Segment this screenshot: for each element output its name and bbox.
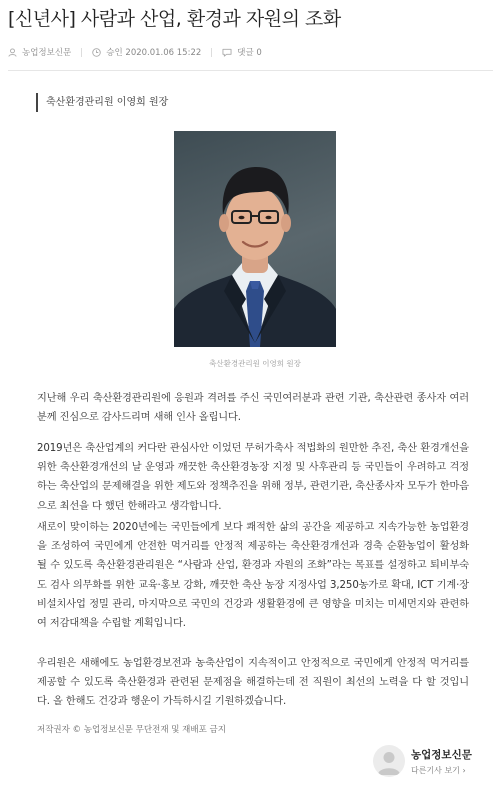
article-meta bbox=[8, 46, 493, 58]
meta-approved-label: 승인 2020.01.06 15:22 bbox=[106, 48, 202, 58]
article-subheading: 축산환경관리원 이영희 원장 bbox=[36, 93, 168, 112]
speech-bubble-icon bbox=[222, 48, 232, 57]
clock-icon bbox=[92, 48, 101, 57]
meta-divider bbox=[81, 48, 82, 57]
article-paragraph-4: 우리원은 새해에도 농업환경보전과 농축산업이 지속적이고 안정적으로 국민에게 안정적 먹거리를 제공할 수 있도록 축산환경과 관련된 문제점을 해결하는데 전 직원이 최선의 노력을 다 할 것입니다. 올 한해도 건강과 행운이 가득하시길 기원하겠습니다. bbox=[37, 658, 469, 708]
other-articles-link[interactable] bbox=[411, 765, 472, 776]
person-avatar-icon bbox=[373, 745, 405, 777]
meta-divider bbox=[211, 48, 212, 57]
meta-approved bbox=[92, 46, 201, 58]
article-paragraph-2: 2019년은 축산업계의 커다란 관심사안 이었던 무허가축사 적법화의 원만한 추진, 축산 환경개선을 위한 축산환경개선의 날 운영과 깨끗한 축산환경농장 지정 및 사후관리 등 국민들이 우려하고 걱정하는 축산업의 문제해결을 위한 제도와 정책추진을 위해 정부, 관련기관, 축산종사자 모두가 한마음으로 최선을 다 했던 한해라고 생각합니다. bbox=[37, 443, 469, 512]
meta-author[interactable] bbox=[8, 46, 71, 58]
meta-author-label: 농업정보신문 bbox=[22, 48, 72, 58]
chevron-right-icon: › bbox=[462, 765, 466, 775]
photo-caption: 축산환경관리원 이영희 원장 bbox=[209, 359, 301, 368]
publisher-name: 농업정보신문 bbox=[411, 748, 472, 761]
meta-comments-label: 댓글 0 bbox=[237, 48, 262, 58]
publisher-card[interactable] bbox=[373, 745, 472, 777]
meta-comments[interactable] bbox=[222, 46, 262, 58]
article-paragraph-1: 지난해 우리 축산환경관리원에 응원과 격려를 주신 국민여러분과 관련 기관, 축산관련 종사자 여러분께 진심으로 감사드리며 새해 인사 올립니다. bbox=[37, 393, 469, 424]
portrait-image bbox=[174, 131, 336, 347]
copyright-notice: 저작권자 © 농업정보신문 무단전재 및 재배포 금지 bbox=[37, 725, 226, 735]
other-articles-label: 다른기사 보기 bbox=[411, 765, 460, 775]
person-icon bbox=[8, 48, 17, 57]
article-paragraph-3: 새로이 맞이하는 2020년에는 국민들에게 보다 쾌적한 삶의 공간을 제공하고 지속가능한 농업환경을 조성하여 국민에게 안전한 먹거리를 안정적 제공하는 축산환경개선과 경축 순환농업이 활성화 될 수 있도록 축산환경관리원은 “사람과 산업, 환경과 자원의 조화”라는 목표를 설정하고 퇴비부숙도 검사 의무화를 위한 교육·홍보 강화, 깨끗한 축산 농장 지정사업 3,250농가로 확대, ICT 기계·장비설치사업 정밀 관리, 마지막으로 국민의 건강과 생활환경에 큰 영향을 미치는 미세먼지와 관련하여 저감대책을 수립할 계획입니다. bbox=[37, 522, 469, 630]
header-divider bbox=[8, 70, 493, 71]
article-title: [신년사] 사람과 산업, 환경과 자원의 조화 bbox=[8, 8, 341, 30]
publisher-info bbox=[411, 747, 472, 776]
article-photo bbox=[174, 131, 336, 347]
